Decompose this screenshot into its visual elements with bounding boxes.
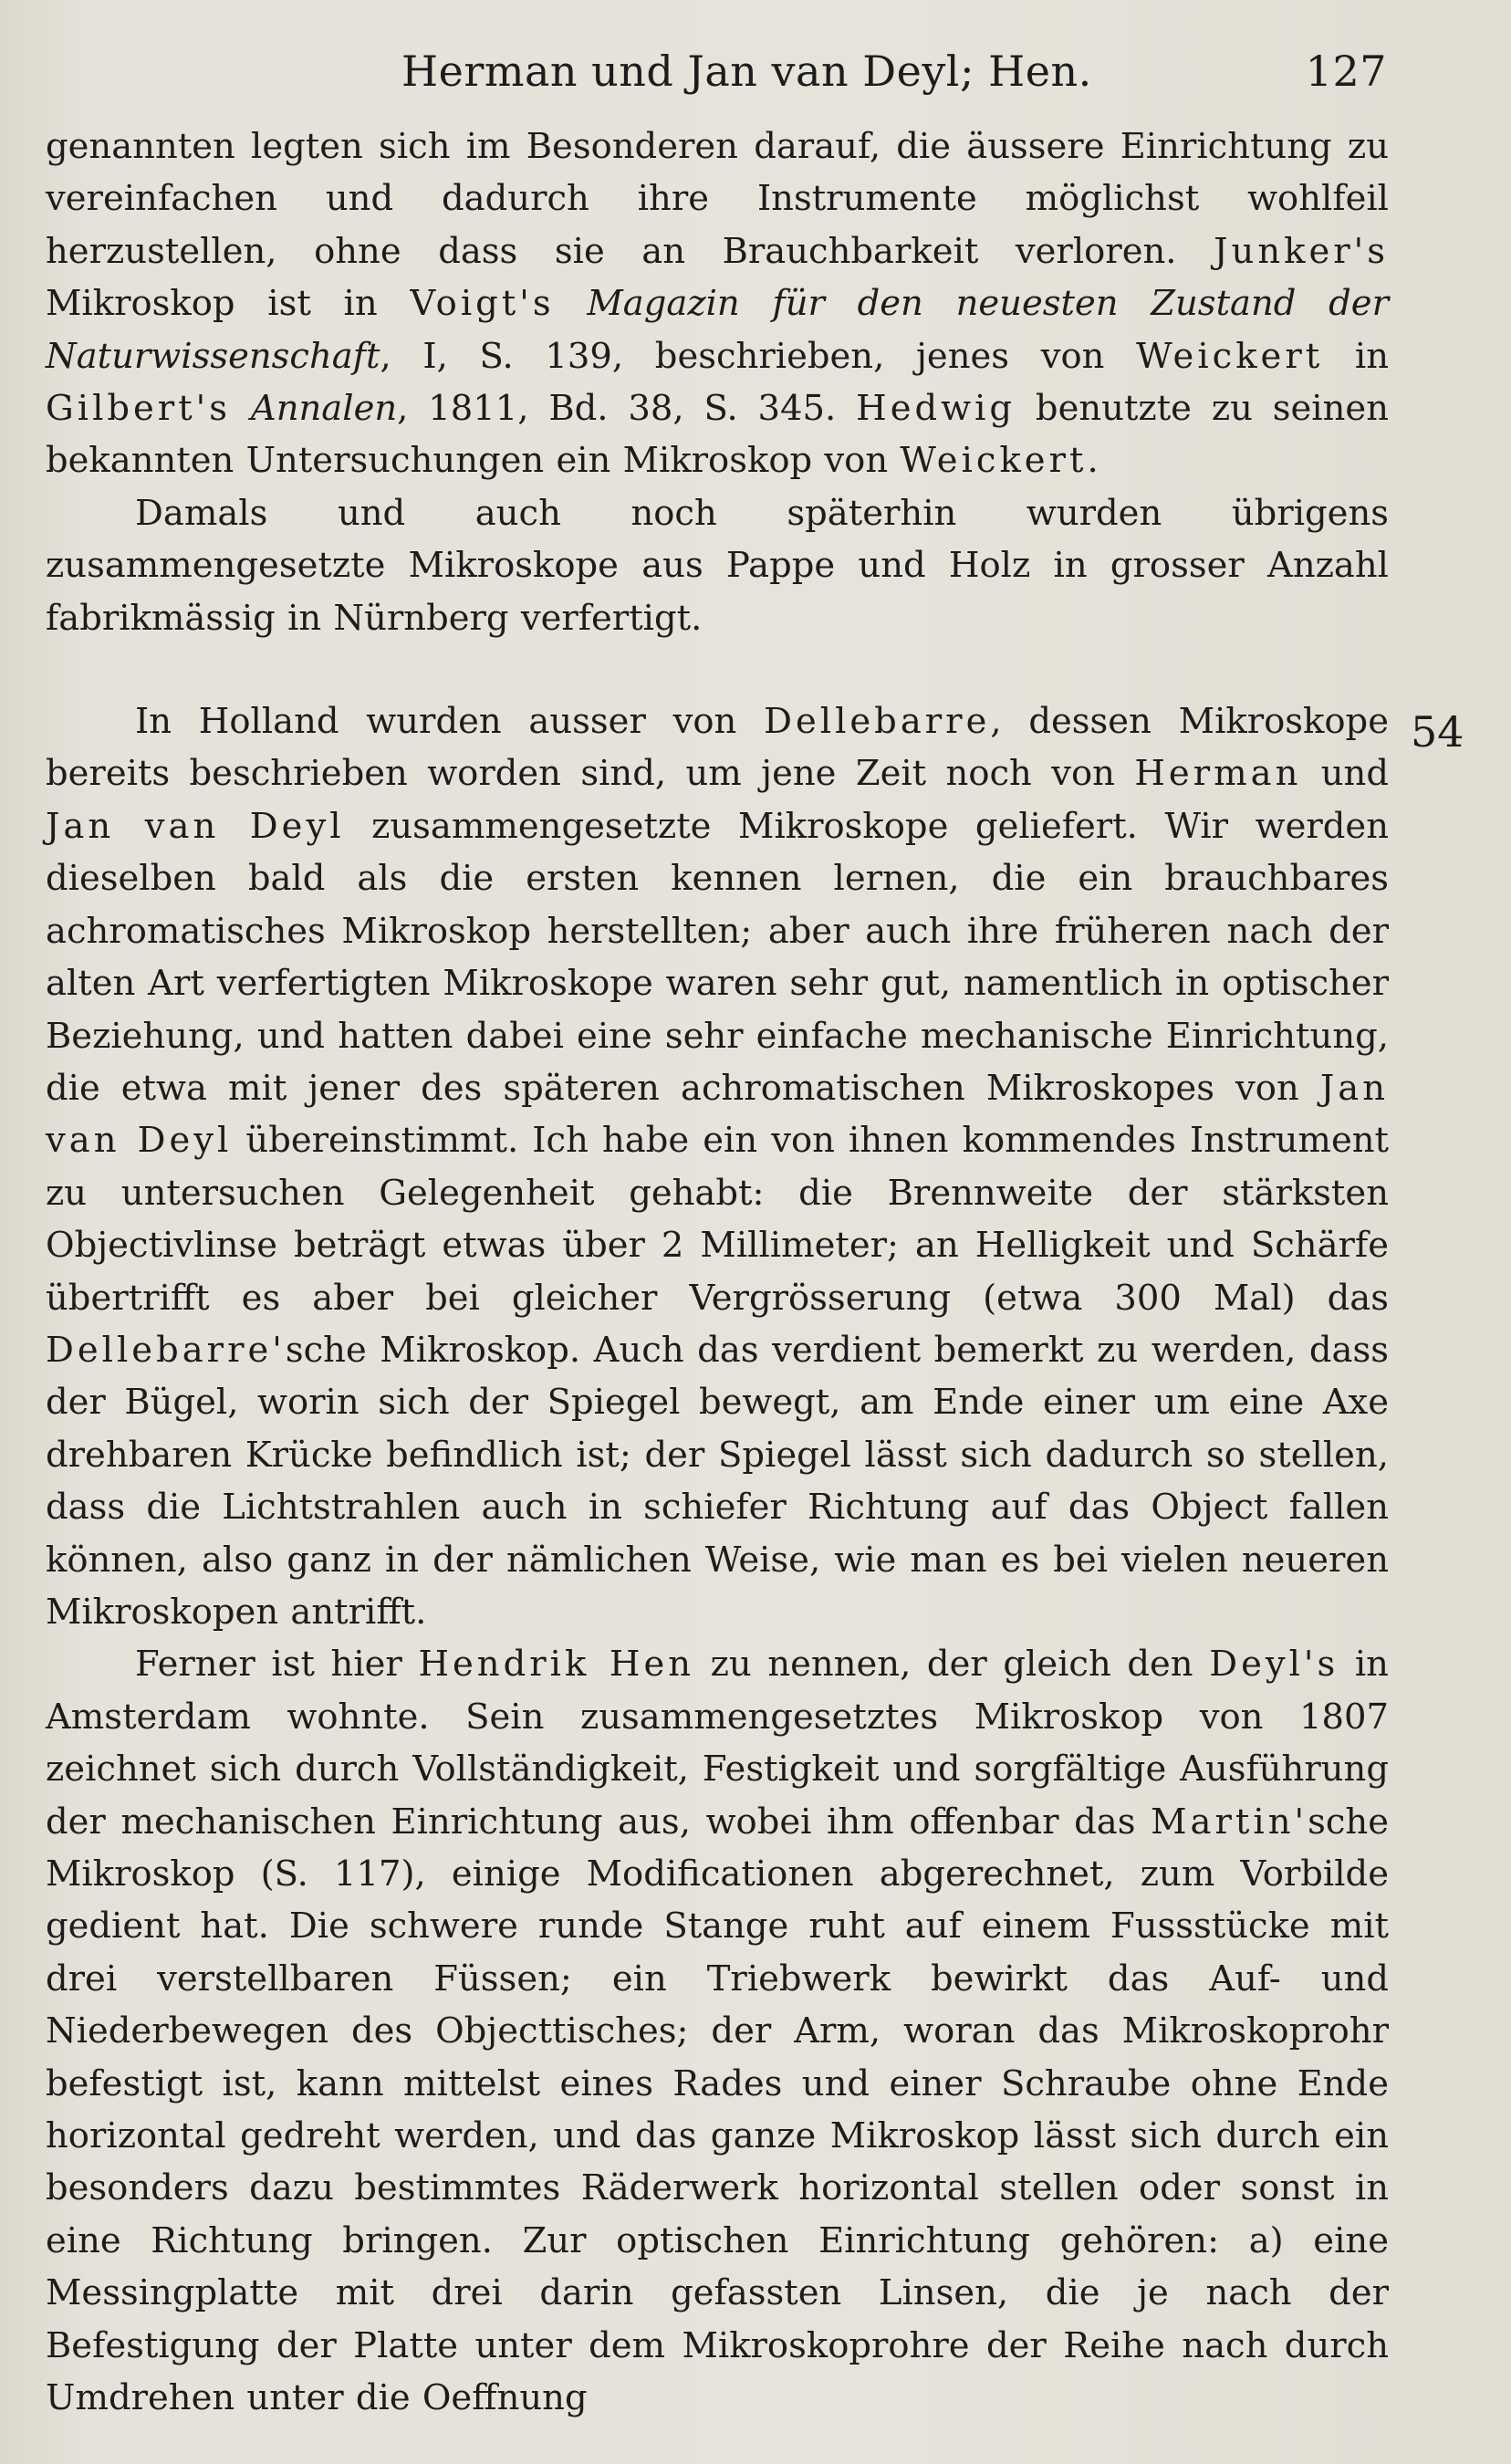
- person-name: Dellebarre: [764, 701, 991, 743]
- text-run: [555, 283, 588, 324]
- person-name: Hedwig: [856, 388, 1016, 430]
- text-run: sche Mikroskop (S. 117), einige Modificationen abgerechnet, zum Vorbilde gedient hat. Die schwere runde Stange ruht auf einem Fussstücke mit drei verstellbaren Füssen; ein Triebwerk bewirkt das Auf- und Niederbewegen des Objecttisches; der Arm, woran das Mikroskoprohr befestigt ist, kann mittelst eines Rades und einer Schraube ohne Ende horizontal gedreht werden, und das ganze Mikroskop lässt sich durch ein besonders dazu bestimmtes Räderwerk horizontal stellen oder sonst in eine Richtung bringen. Zur optischen Einrichtung gehören: a) eine Messingplatte mit drei darin gefassten Linsen, die je nach der Befestigung der Platte unter dem Mikroskoprohre der Reihe nach durch Umdrehen unter die Oeffnung: [46, 1801, 1389, 2419]
- running-title: Herman und Jan van Deyl; Hen.: [401, 47, 1092, 96]
- text-run: sche Mikroskop. Auch das verdient bemerkt zu werden, dass der Bügel, worin sich der Spiegel bewegt, am Ende einer um eine Axe drehbaren Krücke befindlich ist; der Spiegel lässt sich dadurch so stellen, dass die Lichtstrahlen auch in schiefer Richtung auf das Object fallen können, also ganz in der nämlichen Weise, wie man es bei vielen neueren Mikroskopen antrifft.: [46, 1329, 1389, 1633]
- paragraph-gap: [46, 644, 1389, 695]
- person-name: Voigt's: [410, 283, 555, 325]
- text-run: [231, 388, 251, 429]
- person-name: Dellebarre': [46, 1329, 286, 1371]
- text-run: Ferner ist hier: [135, 1644, 419, 1686]
- person-name: Hendrik Hen: [418, 1644, 695, 1686]
- person-name: Weickert: [1136, 335, 1324, 377]
- person-name: Martin': [1151, 1801, 1308, 1843]
- page-number: 127: [1305, 47, 1387, 96]
- paragraph-4: [46, 1638, 1389, 2424]
- journal-title: Annalen: [250, 388, 398, 430]
- text-run: zu nennen, der gleich den: [694, 1644, 1210, 1686]
- person-name: Herman: [1134, 753, 1302, 795]
- person-name: Weickert: [900, 440, 1088, 482]
- person-name: Gilbert's: [46, 388, 232, 430]
- text-run: .: [1087, 440, 1099, 482]
- text-run: , dessen Mikroskope bereits beschrieben worden sind, um jene Zeit noch von: [46, 701, 1389, 795]
- person-name: Jan van Deyl: [46, 1067, 1389, 1162]
- paragraph-1: [46, 120, 1389, 487]
- page-body: [46, 120, 1389, 2424]
- person-name: Junker's: [1214, 230, 1389, 272]
- text-run: und: [1301, 753, 1389, 795]
- text-run: , 1811, Bd. 38, S. 345.: [397, 388, 857, 430]
- person-name: Jan van Deyl: [46, 805, 345, 847]
- text-run: übereinstimmt. Ich habe ein von ihnen kommendes Instrument zu untersuchen Gelegenheit gehabt: die Brennweite der stärksten Objectivlinse beträgt etwas über 2 Millimeter; an Helligkeit und Schärfe übertrifft es aber bei gleicher Vergrösserung (etwa 300 Mal) das: [46, 1120, 1389, 1319]
- paragraph-2: Damals und auch noch späterhin wurden übrigens zusammengesetzte Mikroskope aus Pappe und Holz in grosser Anzahl fabrikmässig in Nürnberg verfertigt.: [46, 492, 1389, 639]
- journal-title: Magazin für den neuesten Zustand der Naturwissenschaft: [46, 283, 1389, 377]
- text-run: , I, S. 139, beschrieben, jenes von: [380, 335, 1137, 377]
- text-run: in: [1323, 335, 1389, 377]
- text-run: Mikroskop ist in: [46, 283, 411, 325]
- text-run: zusammengesetzte Mikroskope geliefert. Wir werden dieselben bald als die ersten kennen lernen, die ein brauchbares achromatisches Mikroskop herstellten; aber auch ihre früheren nach der alten Art verfertigten Mikroskope waren sehr gut, namentlich in optischer Beziehung, und hatten dabei eine sehr einfache mechanische Einrichtung, die etwa mit jener des späteren achromatischen Mikroskopes von: [46, 805, 1390, 1109]
- text-run: in Amsterdam wohnte. Sein zusammengesetztes Mikroskop von 1807 zeichnet sich durch Vollständigkeit, Festigkeit und sorgfältige Ausführung der mechanischen Einrichtung aus, wobei ihm offenbar das: [46, 1644, 1389, 1843]
- text-run: benutzte zu seinen bekannten Untersuchungen ein Mikroskop von: [46, 388, 1389, 482]
- paragraph-3: [46, 695, 1389, 1638]
- person-name: Deyl's: [1209, 1644, 1339, 1686]
- margin-note-number: 54: [1411, 707, 1464, 757]
- text-run: genannten legten sich im Besonderen darauf, die äussere Einrichtung zu vereinfachen und dadurch ihre Instrumente möglichst wohlfeil herzustellen, ohne dass sie an Brauchbarkeit verloren.: [46, 126, 1389, 272]
- text-run: In Holland wurden ausser von: [135, 701, 765, 743]
